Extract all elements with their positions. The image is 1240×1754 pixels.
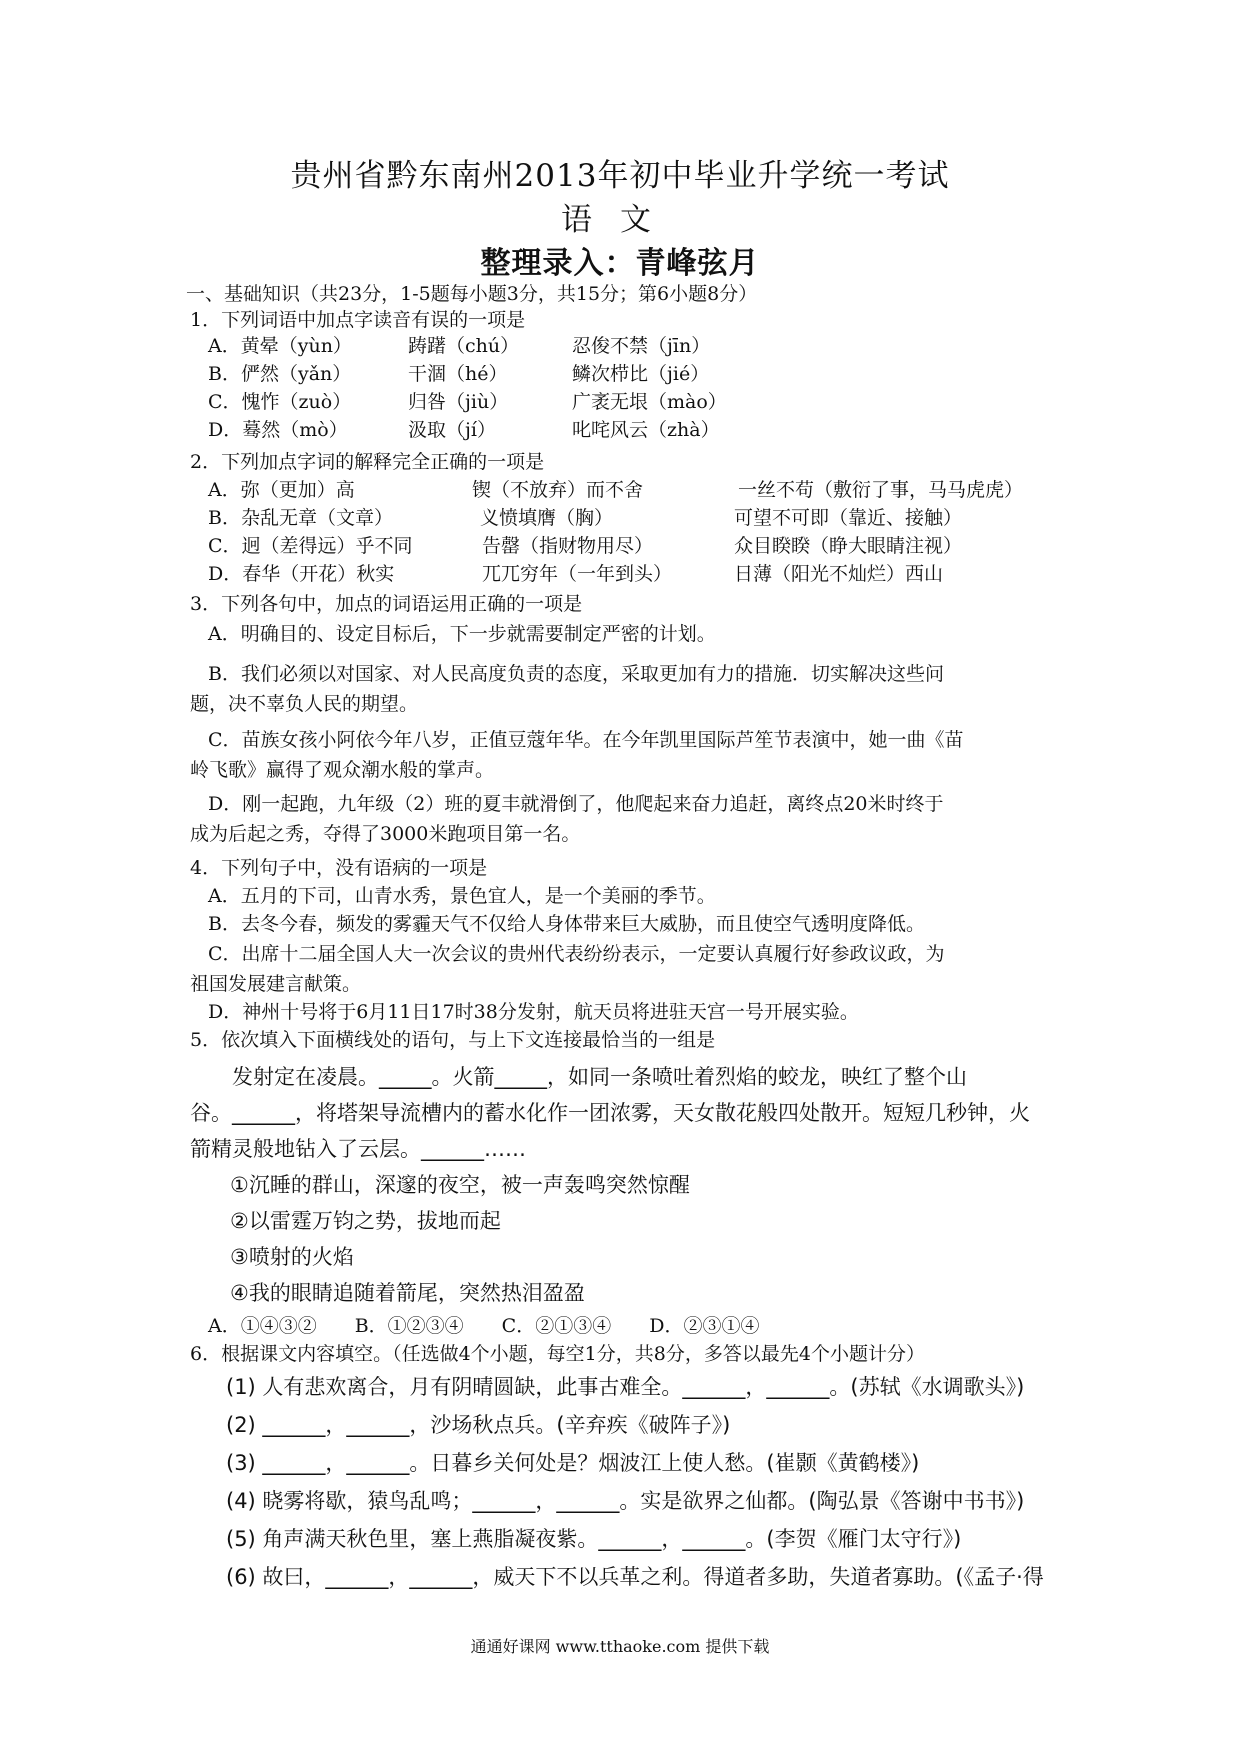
q4-option-b: B．去冬今春，频发的雾霾天气不仅给人身体带来巨大威胁，而且使空气透明度降低。 (208, 913, 925, 935)
q3-option-b-line1: B．我们必须以对国家、对人民高度负责的态度，采取更加有力的措施．切实解决这些问 (208, 663, 944, 685)
q3-stem: 3．下列各句中，加点的词语运用正确的一项是 (190, 593, 583, 615)
q5-passage-line2: 谷。______，将塔架导流槽内的蓄水化作一团浓雾，天女散花般四处散开。短短几秒钟，火 (190, 1101, 1030, 1125)
q3-option-c-line1: C．苗族女孩小阿依今年八岁，正值豆蔻年华。在今年凯里国际芦笙节表演中，她一曲《苗 (208, 729, 964, 751)
q1-option-c2: 归咎（jiù） (408, 391, 509, 413)
q1-option-c3: 广袤无垠（mào） (572, 391, 727, 413)
q6-item-6: (6) 故曰，______，______，威天下不以兵革之利。得道者多助，失道者寡助。(《孟子·得 (226, 1565, 1044, 1589)
q2-option-d2: 兀兀穷年（一年到头） (482, 563, 673, 585)
q2-option-b2: 义愤填膺（胸） (480, 507, 614, 529)
q3-option-a: A．明确目的、设定目标后，下一步就需要制定严密的计划。 (208, 623, 716, 645)
credit-line: 整理录入：青峰弦月 (480, 246, 760, 281)
q1-option-d3: 叱咤风云（zhà） (572, 419, 720, 441)
q2-option-c3: 众目睽睽（睁大眼睛注视） (734, 535, 963, 557)
q4-option-a: A．五月的下司，山青水秀，景色宜人，是一个美丽的季节。 (208, 885, 716, 907)
q3-option-d-line2: 成为后起之秀，夺得了3000米跑项目第一名。 (190, 823, 581, 845)
q6-stem: 6．根据课文内容填空。（任选做4个小题，每空1分，共8分，多答以最先4个小题计分） (190, 1343, 925, 1365)
q5-stem: 5．依次填入下面横线处的语句，与上下文连接最恰当的一组是 (190, 1029, 716, 1051)
q2-option-d3: 日薄（阳光不灿烂）西山 (734, 563, 944, 585)
q6-item-4: (4) 晓雾将歇，猿鸟乱鸣；______，______。实是欲界之仙都。(陶弘景《答谢中书书》) (226, 1489, 1025, 1513)
q3-option-c-line2: 岭飞歌》赢得了观众潮水般的掌声。 (190, 759, 495, 781)
q2-option-c1: C．迥（差得远）乎不同 (208, 535, 413, 557)
q3-option-b-line2: 题，决不辜负人民的期望。 (190, 693, 419, 715)
q1-option-d1: D．蓦然（mò） (208, 419, 348, 441)
q1-option-a3: 忍俊不禁（jīn） (572, 335, 711, 357)
q5-item-3: ③喷射的火焰 (230, 1245, 354, 1269)
section-heading: 一、基础知识（共23分，1-5题每小题3分，共15分；第6小题8分） (186, 283, 758, 305)
q5-choices: A．①④③② B．①②③④ C．②①③④ D．②③①④ (208, 1315, 760, 1337)
q6-item-5: (5) 角声满天秋色里，塞上燕脂凝夜紫。______，______。(李贺《雁门太守行》) (226, 1527, 962, 1551)
q2-option-d1: D．春华（开花）秋实 (208, 563, 395, 585)
exam-title: 贵州省黔东南州2013年初中毕业升学统一考试 (290, 158, 950, 194)
q1-stem: 1．下列词语中加点字读音有误的一项是 (190, 309, 526, 331)
subject-title: 语文 (561, 202, 679, 238)
q1-option-b2: 干涸（hé） (408, 363, 508, 385)
q1-option-b1: B．俨然（yǎn） (208, 363, 352, 385)
q1-option-a1: A．黄晕（yùn） (208, 335, 352, 357)
q2-option-b3: 可望不可即（靠近、接触） (734, 507, 963, 529)
q4-option-d: D．神州十号将于6月11日17时38分发射，航天员将进驻天宫一号开展实验。 (208, 1001, 859, 1023)
q1-option-c1: C．愧怍（zuò） (208, 391, 352, 413)
q2-option-b1: B．杂乱无章（文章） (208, 507, 393, 529)
footer-credit: 通通好课网 www.tthaoke.com 提供下载 (470, 1637, 770, 1656)
q1-option-d2: 汲取（jí） (408, 419, 496, 441)
q2-option-a3: 一丝不苟（敷衍了事，马马虎虎） (738, 479, 1024, 501)
q4-option-c-line2: 祖国发展建言献策。 (190, 973, 362, 995)
q6-item-1: (1) 人有悲欢离合，月有阴晴圆缺，此事古难全。______，______。(苏轼《水调歌头》) (226, 1375, 1025, 1399)
q2-option-c2: 告罄（指财物用尽） (482, 535, 654, 557)
q2-option-a1: A．弥（更加）高 (208, 479, 355, 501)
q5-item-2: ②以雷霆万钧之势，拔地而起 (230, 1209, 501, 1233)
q6-item-3: (3) ______，______。日暮乡关何处是？烟波江上使人愁。(崔颢《黄鹤楼》) (226, 1451, 920, 1475)
q6-item-2: (2) ______，______，沙场秋点兵。(辛弃疾《破阵子》) (226, 1413, 731, 1437)
q1-option-a2: 踌躇（chú） (408, 335, 520, 357)
q1-option-b3: 鳞次栉比（jié） (572, 363, 710, 385)
q2-option-a2: 锲（不放弃）而不舍 (472, 479, 644, 501)
q4-stem: 4．下列句子中，没有语病的一项是 (190, 857, 488, 879)
q5-passage-line1: 发射定在凌晨。_____。火箭_____，如同一条喷吐着烈焰的蛟龙，映红了整个山 (232, 1065, 967, 1089)
q3-option-d-line1: D．刚一起跑，九年级（2）班的夏丰就滑倒了，他爬起来奋力追赶，离终点20米时终于 (208, 793, 944, 815)
q4-option-c-line1: C．出席十二届全国人大一次会议的贵州代表纷纷表示，一定要认真履行好参政议政，为 (208, 943, 945, 965)
q5-passage-line3: 箭精灵般地钻入了云层。______…… (190, 1137, 526, 1161)
q5-item-1: ①沉睡的群山，深邃的夜空，被一声轰鸣突然惊醒 (230, 1173, 690, 1197)
q2-stem: 2．下列加点字词的解释完全正确的一项是 (190, 451, 545, 473)
q5-item-4: ④我的眼睛追随着箭尾，突然热泪盈盈 (230, 1281, 585, 1305)
